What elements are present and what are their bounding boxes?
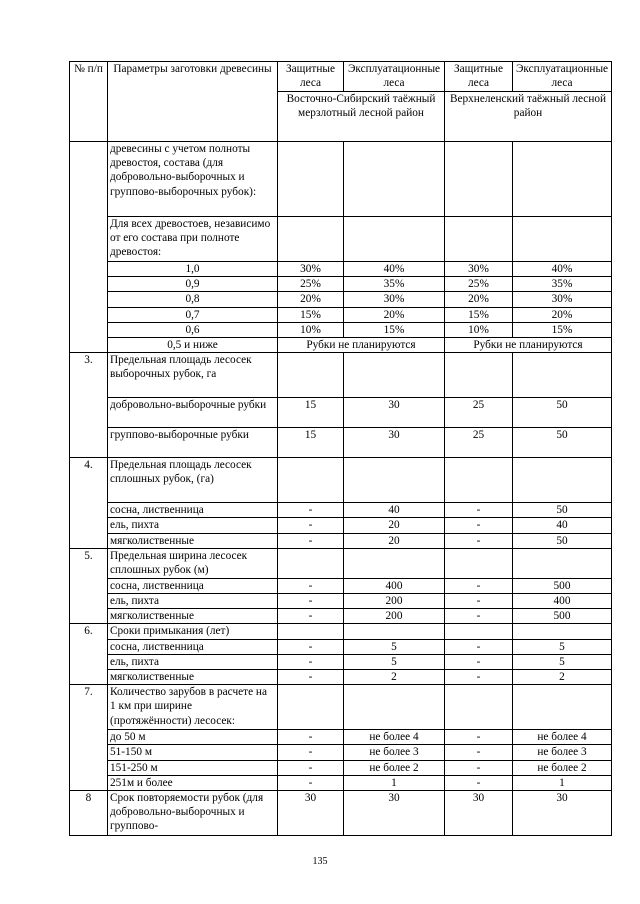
row-number: 5. <box>70 548 108 624</box>
header-region-east-siberian: Восточно-Сибирский таёжный мерзлотный лесной район <box>278 92 445 142</box>
parameter-cell: 151-250 м <box>108 760 278 775</box>
value-cell: 5 <box>344 639 445 654</box>
value-cell: - <box>445 578 513 593</box>
value-cell: - <box>278 730 344 745</box>
value-cell: - <box>278 578 344 593</box>
table-row <box>70 503 612 518</box>
row-number: 7. <box>70 685 108 791</box>
value-cell: - <box>445 533 513 548</box>
table-row <box>70 398 612 428</box>
value-cell <box>278 142 344 217</box>
value-cell: 400 <box>513 594 612 609</box>
table-row <box>70 670 612 685</box>
value-cell <box>344 142 445 217</box>
value-cell: 30 <box>344 398 445 428</box>
value-cell: 5 <box>344 654 445 669</box>
value-cell: - <box>445 518 513 533</box>
value-cell: - <box>445 670 513 685</box>
value-cell: 20% <box>513 307 612 322</box>
parameter-cell: 0,8 <box>108 292 278 307</box>
value-cell: не более 2 <box>513 760 612 775</box>
table-row <box>70 307 612 322</box>
parameter-cell: ель, пихта <box>108 518 278 533</box>
table-row <box>70 760 612 775</box>
value-cell: 35% <box>513 277 612 292</box>
table-row <box>70 338 612 353</box>
value-cell: 2 <box>513 670 612 685</box>
parameter-cell: 0,5 и ниже <box>108 338 278 353</box>
parameter-cell: мягколиственные <box>108 533 278 548</box>
header-params: Параметры заготовки древесины <box>108 62 278 142</box>
value-cell: - <box>278 670 344 685</box>
row-number: 6. <box>70 624 108 685</box>
parameter-cell: 0,6 <box>108 322 278 337</box>
value-cell: - <box>445 760 513 775</box>
value-cell: 15 <box>278 398 344 428</box>
value-cell: не более 3 <box>513 745 612 760</box>
table-row <box>70 428 612 458</box>
value-cell: 20 <box>344 518 445 533</box>
header-protect-1: Защитные леса <box>278 62 344 92</box>
value-cell <box>278 548 344 578</box>
value-cell <box>344 685 445 730</box>
table-row <box>70 277 612 292</box>
header-protect-2: Защитные леса <box>445 62 513 92</box>
value-cell: 10% <box>445 322 513 337</box>
value-cell: - <box>278 639 344 654</box>
value-cell: - <box>445 503 513 518</box>
value-cell <box>513 353 612 398</box>
parameter-cell: древесины с учетом полноты древостоя, состава (для добровольно-выборочных и группово-выборочных рубок): <box>108 142 278 217</box>
value-cell: 10% <box>278 322 344 337</box>
value-cell: 1 <box>344 775 445 790</box>
table-row <box>70 518 612 533</box>
value-cell: 40% <box>344 262 445 277</box>
table-row <box>70 322 612 337</box>
table-row <box>70 533 612 548</box>
table-row <box>70 458 612 503</box>
row-number <box>70 142 108 353</box>
table-row <box>70 353 612 398</box>
value-cell: 40 <box>513 518 612 533</box>
value-cell: 50 <box>513 503 612 518</box>
table-row <box>70 578 612 593</box>
value-cell: 25 <box>445 428 513 458</box>
merged-value-cell: Рубки не планируются <box>278 338 445 353</box>
table-row <box>70 594 612 609</box>
table-row <box>70 609 612 624</box>
value-cell: 30 <box>513 791 612 836</box>
value-cell <box>513 217 612 262</box>
value-cell: 20 <box>344 533 445 548</box>
table-row <box>70 745 612 760</box>
parameter-cell: Количество зарубов в расчете на 1 км при ширине (протяжённости) лесосек: <box>108 685 278 730</box>
value-cell: 30 <box>344 428 445 458</box>
value-cell <box>513 458 612 503</box>
value-cell: 5 <box>513 639 612 654</box>
table-row <box>70 548 612 578</box>
table-row <box>70 639 612 654</box>
value-cell: - <box>445 639 513 654</box>
value-cell <box>445 685 513 730</box>
value-cell: 2 <box>344 670 445 685</box>
parameter-cell: Предельная площадь лесосек сплошных рубок, (га) <box>108 458 278 503</box>
value-cell <box>513 685 612 730</box>
value-cell: - <box>278 760 344 775</box>
merged-value-cell: Рубки не планируются <box>445 338 612 353</box>
table-row <box>70 775 612 790</box>
parameter-cell: добровольно-выборочные рубки <box>108 398 278 428</box>
value-cell: - <box>278 609 344 624</box>
value-cell: 30 <box>278 791 344 836</box>
value-cell <box>278 458 344 503</box>
value-cell: 35% <box>344 277 445 292</box>
parameter-cell: Предельная ширина лесосек сплошных рубок (м) <box>108 548 278 578</box>
value-cell: 30% <box>278 262 344 277</box>
value-cell: 30 <box>344 791 445 836</box>
value-cell: - <box>278 518 344 533</box>
value-cell: - <box>278 654 344 669</box>
value-cell: 25% <box>445 277 513 292</box>
value-cell: 500 <box>513 609 612 624</box>
value-cell: - <box>278 745 344 760</box>
header-exploit-1: Эксплуатационные леса <box>344 62 445 92</box>
parameter-cell: мягколиственные <box>108 670 278 685</box>
value-cell <box>344 548 445 578</box>
value-cell: - <box>278 594 344 609</box>
value-cell: 20% <box>344 307 445 322</box>
value-cell: - <box>445 654 513 669</box>
value-cell: 30 <box>445 791 513 836</box>
value-cell: 50 <box>513 428 612 458</box>
table-row <box>70 685 612 730</box>
value-cell: 50 <box>513 533 612 548</box>
header-row <box>70 62 612 92</box>
value-cell: не более 4 <box>344 730 445 745</box>
value-cell: не более 3 <box>344 745 445 760</box>
value-cell: - <box>445 775 513 790</box>
parameter-cell: Предельная площадь лесосек выборочных рубок, га <box>108 353 278 398</box>
parameter-cell: сосна, лиственница <box>108 578 278 593</box>
value-cell: 30% <box>513 292 612 307</box>
parameter-cell: 0,9 <box>108 277 278 292</box>
value-cell: 500 <box>513 578 612 593</box>
parameter-cell: 1,0 <box>108 262 278 277</box>
parameter-cell: 51-150 м <box>108 745 278 760</box>
parameter-cell: 251м и более <box>108 775 278 790</box>
value-cell: 25% <box>278 277 344 292</box>
header-num: № п/п <box>70 62 108 142</box>
page-number: 135 <box>312 856 328 867</box>
value-cell: 25 <box>445 398 513 428</box>
value-cell: 1 <box>513 775 612 790</box>
table-row <box>70 217 612 262</box>
table-row <box>70 730 612 745</box>
parameter-cell: до 50 м <box>108 730 278 745</box>
value-cell: 30% <box>344 292 445 307</box>
value-cell: 200 <box>344 609 445 624</box>
value-cell <box>445 142 513 217</box>
value-cell <box>278 685 344 730</box>
value-cell <box>445 217 513 262</box>
value-cell: 50 <box>513 398 612 428</box>
table-row <box>70 791 612 836</box>
value-cell: - <box>445 730 513 745</box>
value-cell <box>344 624 445 639</box>
value-cell: 15% <box>278 307 344 322</box>
value-cell: - <box>278 533 344 548</box>
value-cell: 40 <box>344 503 445 518</box>
value-cell: - <box>445 594 513 609</box>
value-cell <box>278 353 344 398</box>
parameter-cell: ель, пихта <box>108 654 278 669</box>
value-cell <box>445 548 513 578</box>
value-cell: 15% <box>513 322 612 337</box>
value-cell: 20% <box>445 292 513 307</box>
parameter-cell: сосна, лиственница <box>108 639 278 654</box>
value-cell <box>344 217 445 262</box>
value-cell: 400 <box>344 578 445 593</box>
value-cell: 15 <box>278 428 344 458</box>
parameter-cell: мягколиственные <box>108 609 278 624</box>
value-cell: не более 4 <box>513 730 612 745</box>
parameter-cell: Сроки примыкания (лет) <box>108 624 278 639</box>
table-row <box>70 654 612 669</box>
value-cell <box>513 548 612 578</box>
value-cell: 30% <box>445 262 513 277</box>
header-exploit-2: Эксплуатационные леса <box>513 62 612 92</box>
value-cell: - <box>278 775 344 790</box>
value-cell <box>445 458 513 503</box>
table-body <box>70 62 612 836</box>
value-cell: - <box>445 609 513 624</box>
row-number: 4. <box>70 458 108 549</box>
table-row <box>70 624 612 639</box>
value-cell: 200 <box>344 594 445 609</box>
table-row <box>70 292 612 307</box>
value-cell: - <box>445 745 513 760</box>
row-number: 8 <box>70 791 108 836</box>
header-region-upper-lena: Верхнеленский таёжный лесной район <box>445 92 612 142</box>
parameter-cell: Для всех древостоев, независимо от его состава при полноте древостоя: <box>108 217 278 262</box>
value-cell: 15% <box>344 322 445 337</box>
harvest-parameters-table <box>69 61 612 836</box>
value-cell: - <box>278 503 344 518</box>
parameter-cell: группово-выборочные рубки <box>108 428 278 458</box>
value-cell <box>513 624 612 639</box>
value-cell: 20% <box>278 292 344 307</box>
value-cell: не более 2 <box>344 760 445 775</box>
table-row <box>70 262 612 277</box>
value-cell: 5 <box>513 654 612 669</box>
parameter-cell: ель, пихта <box>108 594 278 609</box>
row-number: 3. <box>70 353 108 458</box>
value-cell <box>445 624 513 639</box>
parameter-cell: сосна, лиственница <box>108 503 278 518</box>
parameter-cell: Срок повторяемости рубок (для добровольно-выборочных и группово- <box>108 791 278 836</box>
value-cell <box>278 217 344 262</box>
parameter-cell: 0,7 <box>108 307 278 322</box>
value-cell <box>445 353 513 398</box>
value-cell <box>278 624 344 639</box>
table-row <box>70 142 612 217</box>
value-cell <box>344 458 445 503</box>
value-cell: 15% <box>445 307 513 322</box>
value-cell <box>344 353 445 398</box>
value-cell <box>513 142 612 217</box>
value-cell: 40% <box>513 262 612 277</box>
